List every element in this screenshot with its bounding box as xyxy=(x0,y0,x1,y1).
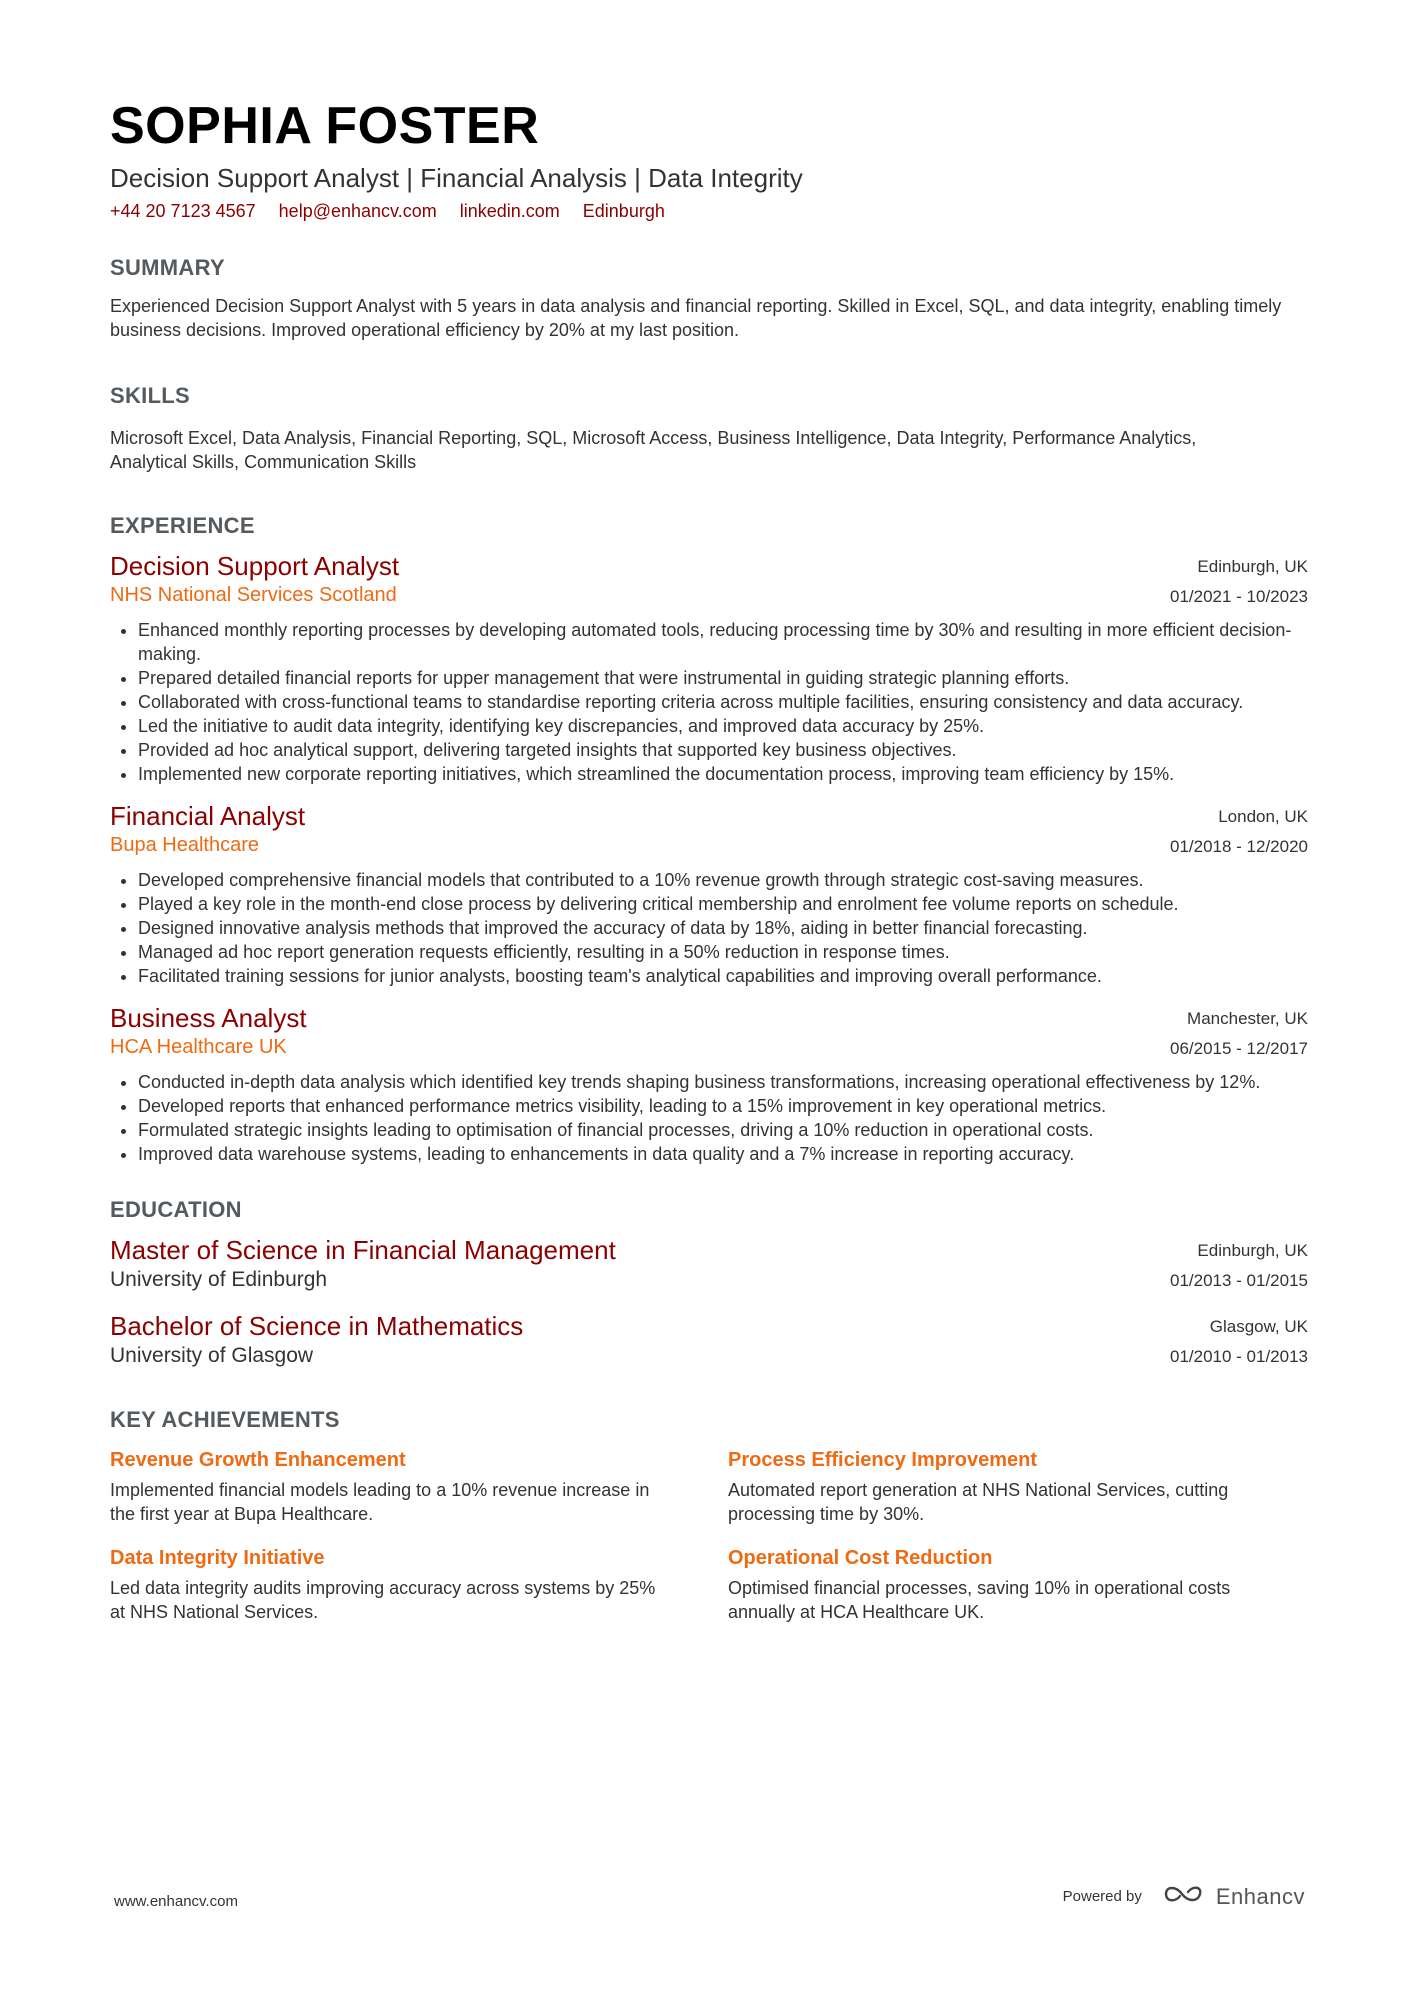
skill-item: Performance Analytics xyxy=(1012,428,1192,448)
summary-heading: SUMMARY xyxy=(110,255,225,280)
job-bullets xyxy=(110,1070,1308,1166)
job-entry xyxy=(110,800,1308,988)
job-role: Financial Analyst xyxy=(110,801,306,831)
job-header xyxy=(110,1002,1308,1064)
achievements-grid xyxy=(110,1446,1308,1624)
skills-section xyxy=(110,382,1308,474)
job-bullet: • Enhanced monthly reporting processes by developing automated tools, reducing processing time by 30% and resulting in more efficient decision-making. xyxy=(138,618,1308,666)
achievement-item xyxy=(110,1544,728,1624)
education-section xyxy=(110,1196,1308,1372)
skill-item: Data Analysis xyxy=(242,428,352,448)
resume-page xyxy=(110,96,1308,1624)
achievement-desc: Automated report generation at NHS National Services, cutting processing time by 30%. xyxy=(728,1480,1229,1524)
job-dates: 01/2021 - 10/2023 xyxy=(1169,587,1308,606)
job-location: Manchester, UK xyxy=(1187,1009,1308,1028)
job-meta xyxy=(1170,800,1308,862)
job-company[interactable]: HCA Healthcare UK xyxy=(110,1036,287,1058)
achievement-title: Revenue Growth Enhancement xyxy=(110,1449,406,1471)
achievements-section xyxy=(110,1406,1308,1624)
job-location: Edinburgh, UK xyxy=(1197,557,1308,576)
job-bullets xyxy=(110,868,1308,988)
job-company[interactable]: NHS National Services Scotland xyxy=(110,584,397,606)
job-bullet: • Provided ad hoc analytical support, delivering targeted insights that supported key business objectives. xyxy=(138,738,1308,762)
experience-section xyxy=(110,512,1308,1166)
education-meta xyxy=(1170,1310,1308,1372)
job-dates: 06/2015 - 12/2017 xyxy=(1169,1039,1308,1058)
education-entry xyxy=(110,1310,1308,1372)
contact-email[interactable]: help@enhancv.com xyxy=(278,201,437,221)
job-role: Decision Support Analyst xyxy=(110,551,400,581)
candidate-name: SOPHIA FOSTER xyxy=(110,97,540,155)
achievement-title: Process Efficiency Improvement xyxy=(728,1449,1038,1471)
skill-item: Analytical Skills xyxy=(110,452,235,472)
skill-item: SQL xyxy=(526,428,563,448)
job-meta xyxy=(1170,1002,1308,1064)
contact-phone[interactable]: +44 20 7123 4567 xyxy=(110,201,256,221)
footer-branding xyxy=(1063,1882,1305,1911)
job-bullet: • Led the initiative to audit data integrity, identifying key discrepancies, and improved data accuracy by 25%. xyxy=(138,714,1308,738)
education-heading: EDUCATION xyxy=(110,1197,242,1222)
education-title-block xyxy=(110,1234,616,1294)
education-location: Glasgow, UK xyxy=(1209,1317,1308,1336)
education-meta xyxy=(1170,1234,1308,1296)
job-company[interactable]: Bupa Healthcare xyxy=(110,834,259,856)
powered-by-label: Powered by xyxy=(1062,1888,1142,1905)
job-bullet: • Collaborated with cross-functional teams to standardise reporting criteria across multiple facilities, ensuring consistency and data accuracy. xyxy=(138,690,1308,714)
job-bullets xyxy=(110,618,1308,786)
experience-heading: EXPERIENCE xyxy=(110,513,255,538)
achievements-heading: KEY ACHIEVEMENTS xyxy=(110,1407,340,1432)
candidate-title: Decision Support Analyst | Financial Analysis | Data Integrity xyxy=(110,163,803,193)
job-title-block xyxy=(110,550,399,608)
achievement-title: Operational Cost Reduction xyxy=(728,1547,993,1569)
job-meta xyxy=(1170,550,1308,612)
job-header xyxy=(110,800,1308,862)
skill-item: Microsoft Access xyxy=(572,428,708,448)
job-bullet: • Implemented new corporate reporting initiatives, which streamlined the documentation process, improving team efficiency by 15%. xyxy=(138,762,1308,786)
education-dates: 01/2010 - 01/2013 xyxy=(1169,1347,1308,1366)
contact-linkedin[interactable]: linkedin.com xyxy=(459,201,560,221)
job-bullet: • Managed ad hoc report generation requests efficiently, resulting in a 50% reduction in response times. xyxy=(138,940,1308,964)
education-school: University of Edinburgh xyxy=(110,1268,328,1291)
job-header xyxy=(110,550,1308,612)
skill-item: Data Integrity xyxy=(896,428,1003,448)
achievement-desc: Implemented financial models leading to a 10% revenue increase in the first year at Bupa Healthcare. xyxy=(110,1480,650,1524)
skills-list: Microsoft Excel, Data Analysis, Financial Reporting, SQL, Microsoft Access, Business Intelligence, Data Integrity, Performance Analytics, Analytical Skills, Communication Skills xyxy=(110,428,1197,472)
education-school: University of Glasgow xyxy=(110,1344,314,1367)
contact-line xyxy=(110,198,1308,224)
job-bullet: • Conducted in-depth data analysis which identified key trends shaping business transformations, increasing operational effectiveness by 12%. xyxy=(138,1070,1308,1094)
achievement-desc: Led data integrity audits improving accuracy across systems by 25% at NHS National Services. xyxy=(110,1578,656,1622)
job-title-block xyxy=(110,800,305,858)
job-bullet: • Facilitated training sessions for junior analysts, boosting team's analytical capabilities and improving overall performance. xyxy=(138,964,1308,988)
job-bullet: • Designed innovative analysis methods that improved the accuracy of data by 18%, aiding in better financial forecasting. xyxy=(138,916,1308,940)
achievement-desc: Optimised financial processes, saving 10% in operational costs annually at HCA Healthcare UK. xyxy=(728,1578,1231,1622)
job-bullet: • Played a key role in the month-end close process by delivering critical membership and enrolment fee volume reports on schedule. xyxy=(138,892,1308,916)
job-entry xyxy=(110,550,1308,786)
education-list xyxy=(110,1234,1308,1372)
education-dates: 01/2013 - 01/2015 xyxy=(1169,1271,1308,1290)
job-role: Business Analyst xyxy=(110,1003,307,1033)
education-header xyxy=(110,1234,1308,1296)
summary-section xyxy=(110,254,1308,342)
education-title-block xyxy=(110,1310,523,1370)
education-degree: Master of Science in Financial Management xyxy=(110,1235,616,1265)
enhancv-brand: Enhancv xyxy=(1215,1883,1305,1909)
skill-item: Business Intelligence xyxy=(717,428,887,448)
skill-item: Financial Reporting xyxy=(361,428,517,448)
skills-heading: SKILLS xyxy=(110,383,191,408)
job-bullet: • Developed comprehensive financial models that contributed to a 10% revenue growth through strategic cost-saving measures. xyxy=(138,868,1308,892)
achievement-item xyxy=(728,1446,1308,1526)
achievement-item xyxy=(728,1544,1308,1624)
achievement-title: Data Integrity Initiative xyxy=(110,1547,325,1569)
job-entry xyxy=(110,1002,1308,1166)
job-bullet: • Developed reports that enhanced performance metrics visibility, leading to a 15% improvement in key operational metrics. xyxy=(138,1094,1308,1118)
summary-text: Experienced Decision Support Analyst with 5 years in data analysis and financial reporting. Skilled in Excel, SQL, and data integrity, enabling timely business decisions. Improved operational efficiency by 20% at my last position. xyxy=(110,296,1282,340)
contact-location: Edinburgh xyxy=(582,201,665,221)
job-dates: 01/2018 - 12/2020 xyxy=(1169,837,1308,856)
education-degree: Bachelor of Science in Mathematics xyxy=(110,1311,524,1341)
education-location: Edinburgh, UK xyxy=(1197,1241,1308,1260)
skill-item: Communication Skills xyxy=(244,452,417,472)
skill-item: Microsoft Excel xyxy=(110,428,233,448)
education-entry xyxy=(110,1234,1308,1296)
job-title-block xyxy=(110,1002,307,1060)
job-bullet: • Formulated strategic insights leading to optimisation of financial processes, driving a 10% reduction in operational costs. xyxy=(138,1118,1308,1142)
job-bullet: • Prepared detailed financial reports for upper management that were instrumental in guiding strategic planning efforts. xyxy=(138,666,1308,690)
job-location: London, UK xyxy=(1218,807,1308,826)
footer-website[interactable]: www.enhancv.com xyxy=(114,1893,238,1910)
achievement-item xyxy=(110,1446,728,1526)
enhancv-logo-icon xyxy=(1162,1882,1208,1911)
experience-list xyxy=(110,550,1308,1166)
education-header xyxy=(110,1310,1308,1372)
job-bullet: • Improved data warehouse systems, leading to enhancements in data quality and a 7% increase in reporting accuracy. xyxy=(138,1142,1308,1166)
